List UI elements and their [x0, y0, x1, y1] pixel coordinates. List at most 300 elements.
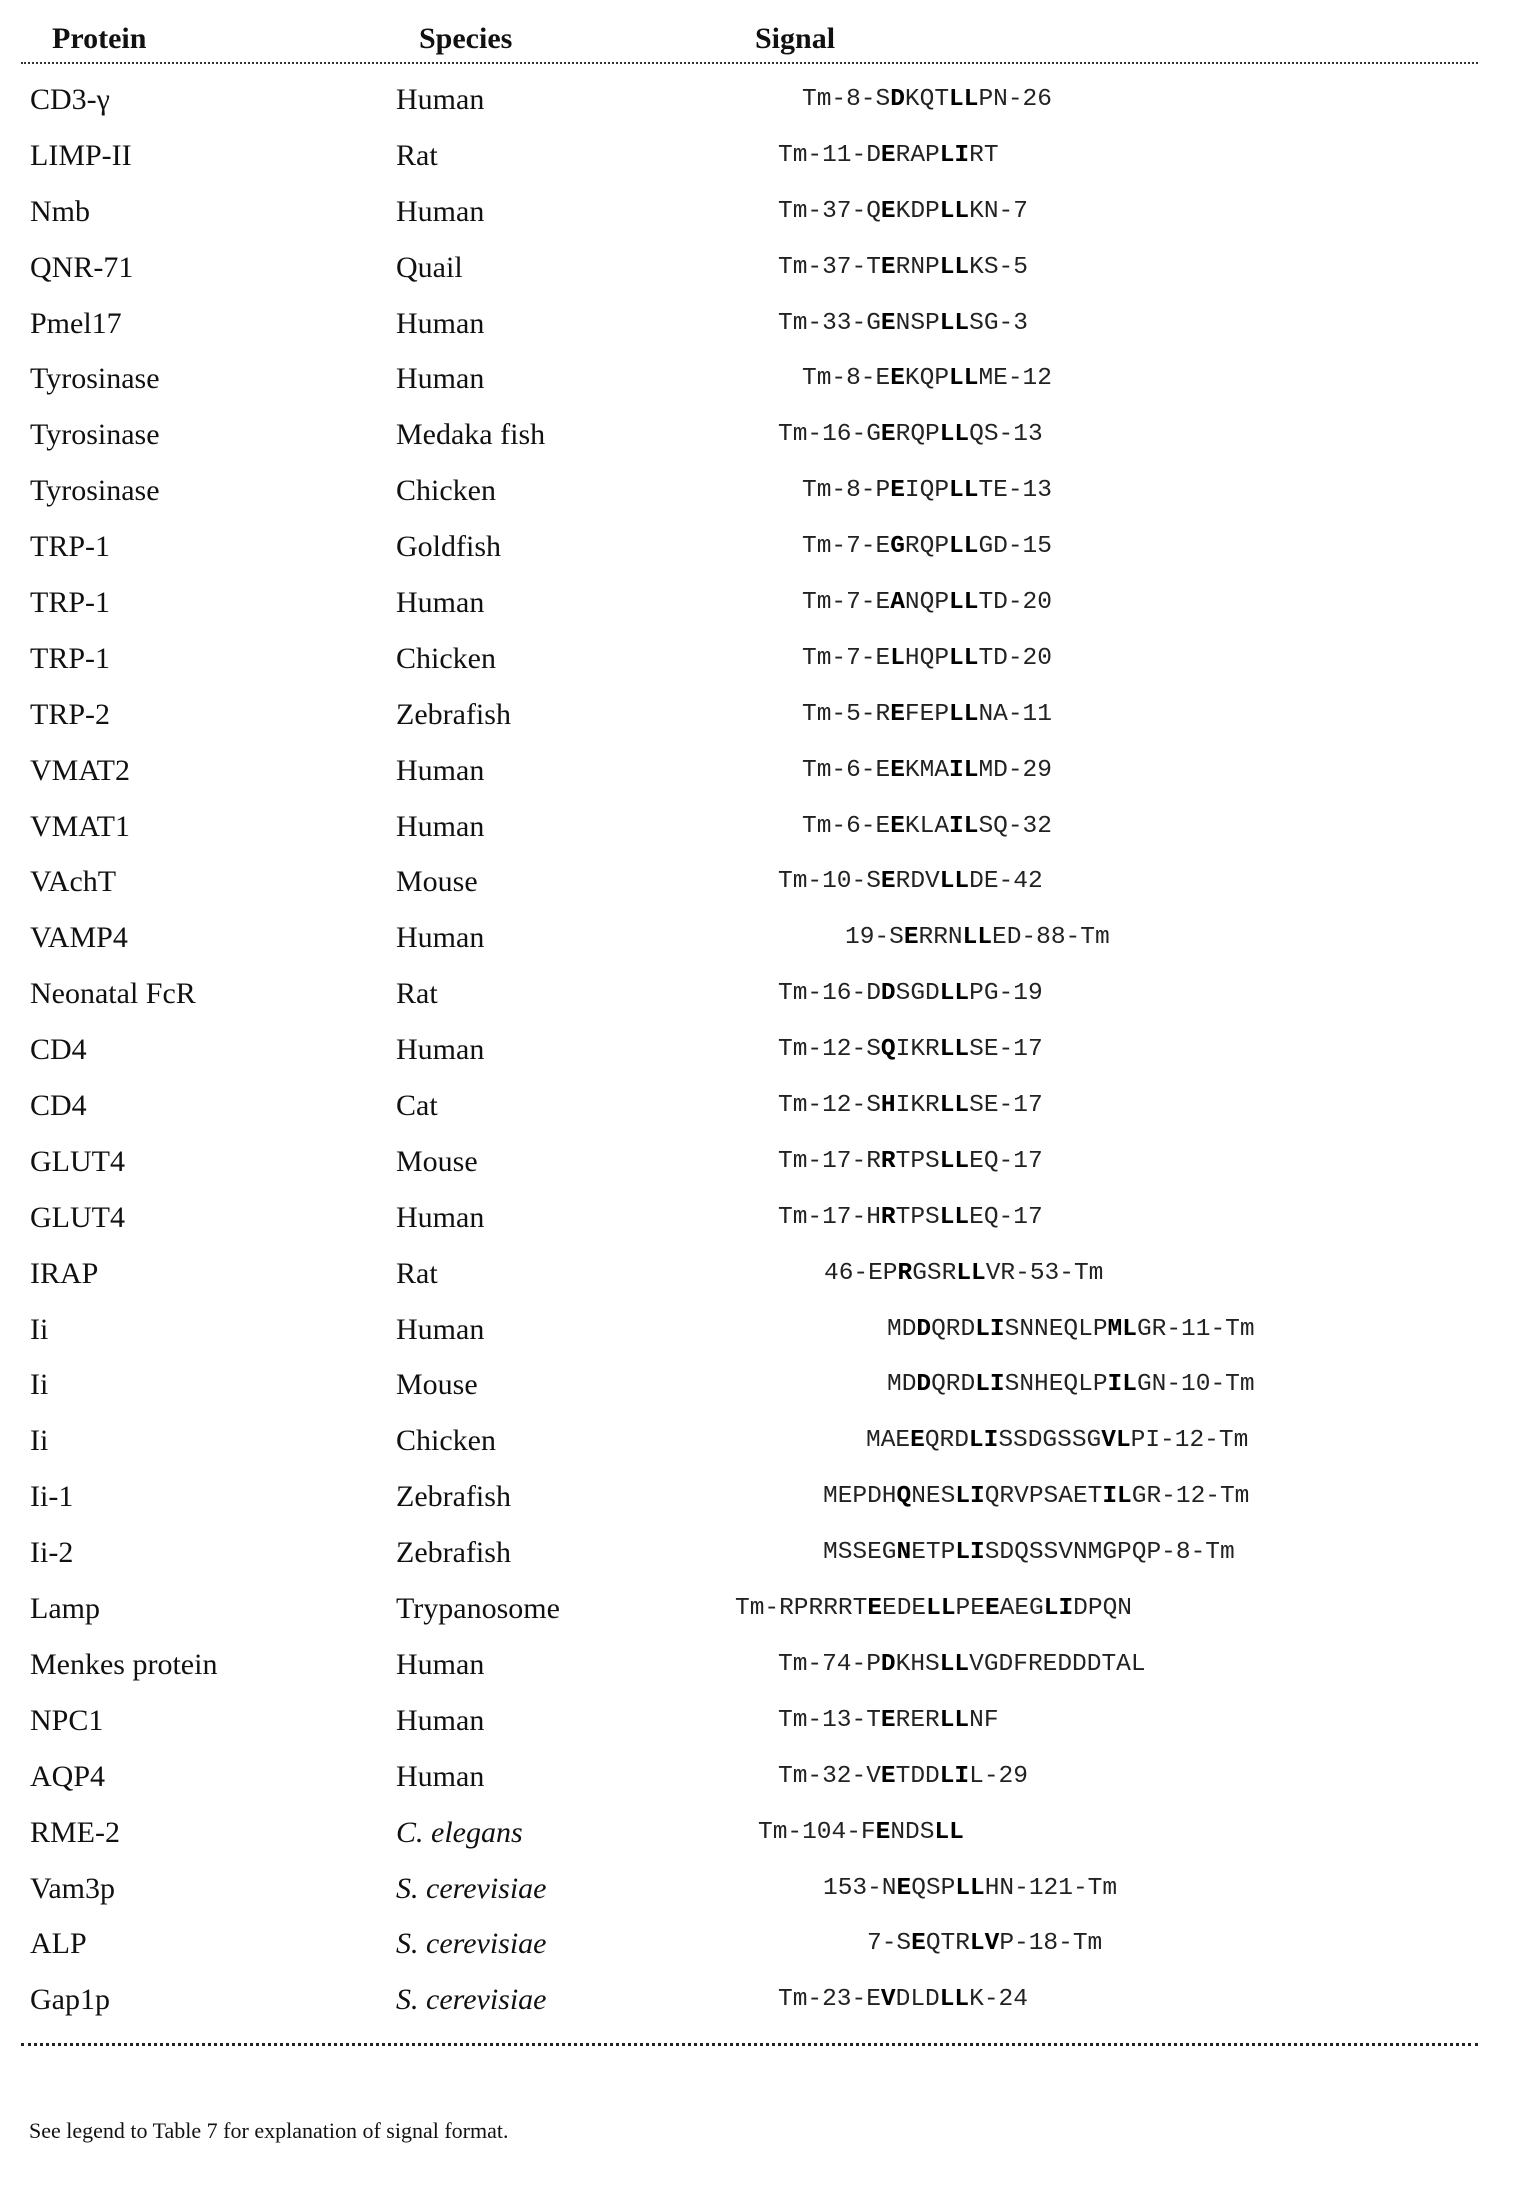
- species-cell: Human: [396, 799, 484, 855]
- species-cell: S. cerevisiae: [396, 1861, 546, 1917]
- signal-cell: [778, 1134, 1043, 1190]
- protein-cell: Tyrosinase: [30, 463, 160, 519]
- signal-segment: Tm-13-T: [778, 1707, 881, 1734]
- signal-segment: 46-EP: [824, 1260, 898, 1287]
- signal-key-residue: N: [897, 1539, 912, 1566]
- signal-segment: TPS: [896, 1204, 940, 1231]
- protein-cell: RME-2: [30, 1805, 120, 1861]
- signal-cell: [778, 1190, 1043, 1246]
- signal-segment: NF: [969, 1707, 998, 1734]
- table-row: [0, 463, 1529, 519]
- protein-cell: Tyrosinase: [30, 407, 160, 463]
- signal-cell: [778, 240, 1028, 296]
- signal-segment: QSP: [911, 1875, 955, 1902]
- table-row: [0, 1078, 1529, 1134]
- signal-key-residue: E: [897, 1875, 912, 1902]
- species-cell: Rat: [396, 1246, 438, 1302]
- signal-cell: [802, 519, 1052, 575]
- signal-segment: QS-13: [969, 421, 1043, 448]
- signal-key-residue: LL: [955, 1875, 984, 1902]
- signal-segment: NSP: [896, 310, 940, 337]
- signal-key-residue: G: [890, 533, 905, 560]
- signal-segment: Tm-23-E: [778, 1986, 881, 2013]
- signal-segment: PE: [956, 1595, 985, 1622]
- signal-segment: TDD: [896, 1763, 940, 1790]
- signal-key-residue: E: [876, 1819, 891, 1846]
- signal-segment: PI-12-Tm: [1131, 1427, 1249, 1454]
- protein-cell: CD4: [30, 1022, 87, 1078]
- signal-segment: FEP: [905, 701, 949, 728]
- signal-key-residue: R: [898, 1260, 913, 1287]
- signal-key-residue: VL: [1101, 1427, 1130, 1454]
- protein-cell: TRP-1: [30, 575, 110, 631]
- signal-cell: [778, 1078, 1043, 1134]
- table-row: [0, 351, 1529, 407]
- signal-key-residue: H: [881, 1092, 896, 1119]
- signal-segment: KQT: [905, 86, 949, 113]
- header-species: Species: [419, 22, 512, 56]
- signal-cell: [758, 1805, 964, 1861]
- header-rule: [21, 62, 1478, 64]
- signal-segment: NES: [911, 1483, 955, 1510]
- table-row: [0, 743, 1529, 799]
- signal-segment: MD: [887, 1316, 916, 1343]
- table-row: [0, 575, 1529, 631]
- signal-segment: Tm-32-V: [778, 1763, 881, 1790]
- table-row: [0, 1693, 1529, 1749]
- signal-segment: ETP: [911, 1539, 955, 1566]
- table-row: [0, 1916, 1529, 1972]
- signal-segment: Tm-37-T: [778, 254, 881, 281]
- signal-segment: AEG: [1000, 1595, 1044, 1622]
- species-cell: Human: [396, 575, 484, 631]
- signal-segment: IKR: [896, 1036, 940, 1063]
- signal-key-residue: E: [881, 868, 896, 895]
- signal-key-residue: E: [881, 254, 896, 281]
- signal-key-residue: LL: [949, 589, 978, 616]
- signal-key-residue: R: [881, 1148, 896, 1175]
- signal-key-residue: LI: [940, 1763, 969, 1790]
- signal-key-residue: D: [890, 86, 905, 113]
- signal-key-residue: LL: [940, 1707, 969, 1734]
- table-row: [0, 1972, 1529, 2028]
- signal-segment: IQP: [905, 477, 949, 504]
- protein-cell: VMAT1: [30, 799, 130, 855]
- signal-cell: [802, 351, 1052, 407]
- signal-segment: L-29: [969, 1763, 1028, 1790]
- signal-cell: [802, 743, 1052, 799]
- signal-key-residue: D: [916, 1316, 931, 1343]
- signal-segment: TD-20: [978, 589, 1052, 616]
- signal-segment: RNP: [896, 254, 940, 281]
- signal-segment: Tm-17-R: [778, 1148, 881, 1175]
- signal-cell: [802, 631, 1052, 687]
- signal-key-residue: IL: [949, 757, 978, 784]
- signal-cell: [823, 1861, 1117, 1917]
- signal-key-residue: LL: [956, 1260, 985, 1287]
- signal-segment: DE-42: [969, 868, 1043, 895]
- signal-segment: Tm-12-S: [778, 1036, 881, 1063]
- species-cell: Zebrafish: [396, 687, 511, 743]
- signal-key-residue: L: [890, 645, 905, 672]
- protein-cell: Ii-1: [30, 1469, 73, 1525]
- signal-key-residue: E: [890, 477, 905, 504]
- signal-key-residue: LI: [975, 1371, 1004, 1398]
- species-cell: Chicken: [396, 463, 496, 519]
- signal-segment: RAP: [896, 142, 940, 169]
- signal-segment: SE-17: [969, 1092, 1043, 1119]
- protein-cell: VAMP4: [30, 910, 128, 966]
- species-cell: Rat: [396, 128, 438, 184]
- species-cell: Chicken: [396, 631, 496, 687]
- signal-key-residue: E: [881, 310, 896, 337]
- signal-key-residue: LL: [949, 86, 978, 113]
- table-row: [0, 1637, 1529, 1693]
- signal-segment: Tm-8-E: [802, 365, 890, 392]
- table-row: [0, 128, 1529, 184]
- table-row: [0, 1357, 1529, 1413]
- signal-cell: [778, 1637, 1146, 1693]
- protein-cell: IRAP: [30, 1246, 98, 1302]
- signal-key-residue: LL: [949, 533, 978, 560]
- species-cell: Human: [396, 72, 484, 128]
- species-cell: Human: [396, 296, 484, 352]
- signal-segment: PN-26: [978, 86, 1052, 113]
- signal-segment: GD-15: [978, 533, 1052, 560]
- signal-cell: [778, 296, 1028, 352]
- signal-key-residue: LL: [940, 1986, 969, 2013]
- protein-cell: Nmb: [30, 184, 90, 240]
- table-row: [0, 799, 1529, 855]
- signal-segment: SDQSSVNMGPQP-8-Tm: [985, 1539, 1235, 1566]
- signal-key-residue: IL: [1108, 1371, 1137, 1398]
- signal-segment: SE-17: [969, 1036, 1043, 1063]
- signal-segment: 19-S: [845, 924, 904, 951]
- signal-segment: SSDGSSG: [998, 1427, 1101, 1454]
- signal-key-residue: E: [904, 924, 919, 951]
- signal-segment: HN-121-Tm: [985, 1875, 1117, 1902]
- protein-cell: NPC1: [30, 1693, 103, 1749]
- species-cell: Zebrafish: [396, 1469, 511, 1525]
- signal-segment: KMA: [905, 757, 949, 784]
- signal-segment: TE-13: [978, 477, 1052, 504]
- signal-key-residue: LL: [940, 198, 969, 225]
- signal-cell: [778, 407, 1043, 463]
- signal-key-residue: LI: [955, 1483, 984, 1510]
- signal-cell: [802, 687, 1052, 743]
- table-row: [0, 910, 1529, 966]
- table-row: [0, 1805, 1529, 1861]
- protein-cell: TRP-1: [30, 519, 110, 575]
- protein-cell: ALP: [30, 1916, 87, 1972]
- signal-segment: SQ-32: [978, 813, 1052, 840]
- signal-segment: MEPDH: [823, 1483, 897, 1510]
- signal-segment: Tm-10-S: [778, 868, 881, 895]
- signal-segment: Tm-17-H: [778, 1204, 881, 1231]
- protein-cell: Menkes protein: [30, 1637, 217, 1693]
- table-row: [0, 184, 1529, 240]
- signal-cell: [867, 1916, 1102, 1972]
- signal-key-residue: E: [881, 421, 896, 448]
- signal-cell: [802, 72, 1052, 128]
- header-signal: Signal: [755, 22, 835, 56]
- protein-cell: GLUT4: [30, 1190, 125, 1246]
- protein-cell: Gap1p: [30, 1972, 110, 2028]
- signal-cell: [778, 1693, 999, 1749]
- signal-segment: Tm-5-R: [802, 701, 890, 728]
- species-cell: Medaka fish: [396, 407, 545, 463]
- signal-key-residue: LL: [949, 477, 978, 504]
- table-row: [0, 1749, 1529, 1805]
- signal-segment: QRD: [931, 1316, 975, 1343]
- species-cell: Goldfish: [396, 519, 501, 575]
- signal-segment: VR-53-Tm: [986, 1260, 1104, 1287]
- signal-segment: GR-12-Tm: [1132, 1483, 1250, 1510]
- species-cell: Human: [396, 1749, 484, 1805]
- signal-segment: Tm-37-Q: [778, 198, 881, 225]
- signal-segment: EQ-17: [969, 1148, 1043, 1175]
- signal-cell: [735, 1581, 1132, 1637]
- signal-key-residue: LL: [940, 1092, 969, 1119]
- signal-key-residue: LL: [949, 645, 978, 672]
- protein-cell: Ii-2: [30, 1525, 73, 1581]
- signal-segment: Tm-16-G: [778, 421, 881, 448]
- signal-segment: Tm-RPRRRT: [735, 1595, 867, 1622]
- protein-cell: Tyrosinase: [30, 351, 160, 407]
- signal-cell: [778, 854, 1043, 910]
- signal-cell: [866, 1413, 1248, 1469]
- protein-cell: GLUT4: [30, 1134, 125, 1190]
- signal-segment: QTR: [926, 1930, 970, 1957]
- signal-segment: RQP: [896, 421, 940, 448]
- signal-segment: DLD: [896, 1986, 940, 2013]
- table-row: [0, 966, 1529, 1022]
- species-cell: S. cerevisiae: [396, 1916, 546, 1972]
- signal-segment: IKR: [896, 1092, 940, 1119]
- protein-cell: CD3-γ: [30, 72, 110, 128]
- species-cell: Mouse: [396, 854, 478, 910]
- signal-segment: Tm-12-S: [778, 1092, 881, 1119]
- signal-segment: GSR: [912, 1260, 956, 1287]
- table-row: [0, 1190, 1529, 1246]
- signal-key-residue: LL: [963, 924, 992, 951]
- signal-segment: Tm-11-D: [778, 142, 881, 169]
- signal-key-residue: LI: [940, 142, 969, 169]
- signal-segment: SG-3: [969, 310, 1028, 337]
- signal-segment: SNHEQLP: [1005, 1371, 1108, 1398]
- signal-segment: Tm-8-P: [802, 477, 890, 504]
- signal-key-residue: D: [881, 1651, 896, 1678]
- signal-cell: [802, 463, 1052, 519]
- signal-key-residue: E: [881, 1763, 896, 1790]
- signal-key-residue: LL: [940, 1651, 969, 1678]
- species-cell: Human: [396, 1022, 484, 1078]
- signal-segment: RDV: [896, 868, 940, 895]
- signal-cell: [845, 910, 1110, 966]
- species-cell: S. cerevisiae: [396, 1972, 546, 2028]
- signal-key-residue: LL: [940, 421, 969, 448]
- signal-segment: Tm-74-P: [778, 1651, 881, 1678]
- signal-segment: KLA: [905, 813, 949, 840]
- signal-key-residue: E: [890, 365, 905, 392]
- signal-key-residue: LI: [969, 1427, 998, 1454]
- species-cell: Cat: [396, 1078, 438, 1134]
- table-row: [0, 1246, 1529, 1302]
- protein-cell: Ii: [30, 1302, 48, 1358]
- signal-segment: EQ-17: [969, 1204, 1043, 1231]
- header-protein: Protein: [52, 22, 146, 56]
- signal-segment: RQP: [905, 533, 949, 560]
- signal-segment: Tm-7-E: [802, 533, 890, 560]
- protein-cell: VMAT2: [30, 743, 130, 799]
- signal-segment: 153-N: [823, 1875, 897, 1902]
- signal-segment: RER: [896, 1707, 940, 1734]
- species-cell: Human: [396, 743, 484, 799]
- table-row: [0, 631, 1529, 687]
- signal-segment: RRN: [919, 924, 963, 951]
- signal-key-residue: LI: [1044, 1595, 1073, 1622]
- species-cell: Human: [396, 184, 484, 240]
- signal-key-residue: LL: [940, 868, 969, 895]
- signal-segment: Tm-8-S: [802, 86, 890, 113]
- signal-key-residue: IL: [1102, 1483, 1131, 1510]
- signal-key-residue: LL: [940, 1036, 969, 1063]
- signal-segment: K-24: [969, 1986, 1028, 2013]
- signal-key-residue: IL: [949, 813, 978, 840]
- signal-segment: SGD: [896, 980, 940, 1007]
- protein-cell: Ii: [30, 1413, 48, 1469]
- signal-segment: KS-5: [969, 254, 1028, 281]
- protein-cell: Vam3p: [30, 1861, 115, 1917]
- signal-key-residue: D: [881, 980, 896, 1007]
- signal-cell: [824, 1246, 1103, 1302]
- species-cell: Human: [396, 1190, 484, 1246]
- signal-cell: [823, 1469, 1249, 1525]
- signal-segment: Tm-104-F: [758, 1819, 876, 1846]
- protein-cell: LIMP-II: [30, 128, 132, 184]
- signal-segment: Tm-33-G: [778, 310, 881, 337]
- signal-key-residue: LL: [940, 310, 969, 337]
- species-cell: Trypanosome: [396, 1581, 560, 1637]
- signal-key-residue: E: [910, 1427, 925, 1454]
- signal-key-residue: A: [890, 589, 905, 616]
- protein-cell: QNR-71: [30, 240, 133, 296]
- signal-segment: NQP: [905, 589, 949, 616]
- table-row: [0, 1134, 1529, 1190]
- signal-cell: [778, 1749, 1028, 1805]
- table-row: [0, 72, 1529, 128]
- signal-key-residue: E: [890, 701, 905, 728]
- signal-segment: Tm-7-E: [802, 645, 890, 672]
- signal-key-residue: E: [881, 198, 896, 225]
- species-cell: Zebrafish: [396, 1525, 511, 1581]
- signal-segment: MSSEG: [823, 1539, 897, 1566]
- signal-segment: NA-11: [978, 701, 1052, 728]
- signal-cell: [778, 128, 999, 184]
- signal-key-residue: E: [881, 1707, 896, 1734]
- signal-key-residue: D: [916, 1371, 931, 1398]
- signal-segment: Tm-7-E: [802, 589, 890, 616]
- signal-key-residue: LL: [940, 254, 969, 281]
- signal-key-residue: R: [881, 1204, 896, 1231]
- signal-key-residue: LI: [975, 1316, 1004, 1343]
- signal-key-residue: LL: [934, 1819, 963, 1846]
- signal-segment: VGDFREDDDTAL: [969, 1651, 1145, 1678]
- species-cell: Mouse: [396, 1134, 478, 1190]
- table-row: [0, 687, 1529, 743]
- signal-segment: QRD: [925, 1427, 969, 1454]
- signal-segment: TD-20: [978, 645, 1052, 672]
- signal-segment: HQP: [905, 645, 949, 672]
- signal-segment: SNNEQLP: [1005, 1316, 1108, 1343]
- table-body: [0, 72, 1529, 2028]
- signal-segment: GN-10-Tm: [1137, 1371, 1255, 1398]
- species-cell: Human: [396, 351, 484, 407]
- bottom-rule: [21, 2043, 1478, 2046]
- signal-segment: ME-12: [978, 365, 1052, 392]
- species-cell: Human: [396, 1302, 484, 1358]
- signal-segment: KN-7: [969, 198, 1028, 225]
- protein-cell: AQP4: [30, 1749, 105, 1805]
- signal-key-residue: E: [890, 757, 905, 784]
- table-row: [0, 1525, 1529, 1581]
- table-row: [0, 519, 1529, 575]
- footnote: See legend to Table 7 for explanation of signal format.: [29, 2118, 508, 2144]
- species-cell: Quail: [396, 240, 463, 296]
- signal-key-residue: LI: [955, 1539, 984, 1566]
- signal-key-residue: V: [881, 1986, 896, 2013]
- signal-key-residue: LL: [949, 365, 978, 392]
- signal-key-residue: LL: [926, 1595, 955, 1622]
- protein-cell: VAchT: [30, 854, 116, 910]
- signal-key-residue: LL: [940, 1204, 969, 1231]
- species-cell: Mouse: [396, 1357, 478, 1413]
- signal-segment: RT: [969, 142, 998, 169]
- species-cell: Human: [396, 1693, 484, 1749]
- signal-segment: MD: [887, 1371, 916, 1398]
- table-row: [0, 1861, 1529, 1917]
- signal-key-residue: E: [881, 142, 896, 169]
- signal-key-residue: Q: [897, 1483, 912, 1510]
- signal-segment: PG-19: [969, 980, 1043, 1007]
- signal-segment: TPS: [896, 1148, 940, 1175]
- signal-cell: [887, 1357, 1255, 1413]
- protein-cell: Ii: [30, 1357, 48, 1413]
- signal-segment: MAE: [866, 1427, 910, 1454]
- signal-segment: Tm-16-D: [778, 980, 881, 1007]
- signal-segment: 7-S: [867, 1930, 911, 1957]
- signal-segment: DPQN: [1073, 1595, 1132, 1622]
- species-cell: Chicken: [396, 1413, 496, 1469]
- signal-key-residue: LL: [949, 701, 978, 728]
- signal-cell: [778, 1972, 1028, 2028]
- protein-cell: TRP-1: [30, 631, 110, 687]
- signal-key-residue: LL: [940, 980, 969, 1007]
- table-row: [0, 1469, 1529, 1525]
- signal-key-residue: E: [867, 1595, 882, 1622]
- signal-segment: Tm-6-E: [802, 757, 890, 784]
- signal-key-residue: LV: [970, 1930, 999, 1957]
- signal-segment: KQP: [905, 365, 949, 392]
- signal-cell: [802, 575, 1052, 631]
- signal-key-residue: E: [985, 1595, 1000, 1622]
- signal-segment: EDE: [882, 1595, 926, 1622]
- signal-key-residue: Q: [881, 1036, 896, 1063]
- table-row: [0, 1581, 1529, 1637]
- signal-cell: [778, 966, 1043, 1022]
- signal-segment: ED-88-Tm: [992, 924, 1110, 951]
- signal-segment: KDP: [896, 198, 940, 225]
